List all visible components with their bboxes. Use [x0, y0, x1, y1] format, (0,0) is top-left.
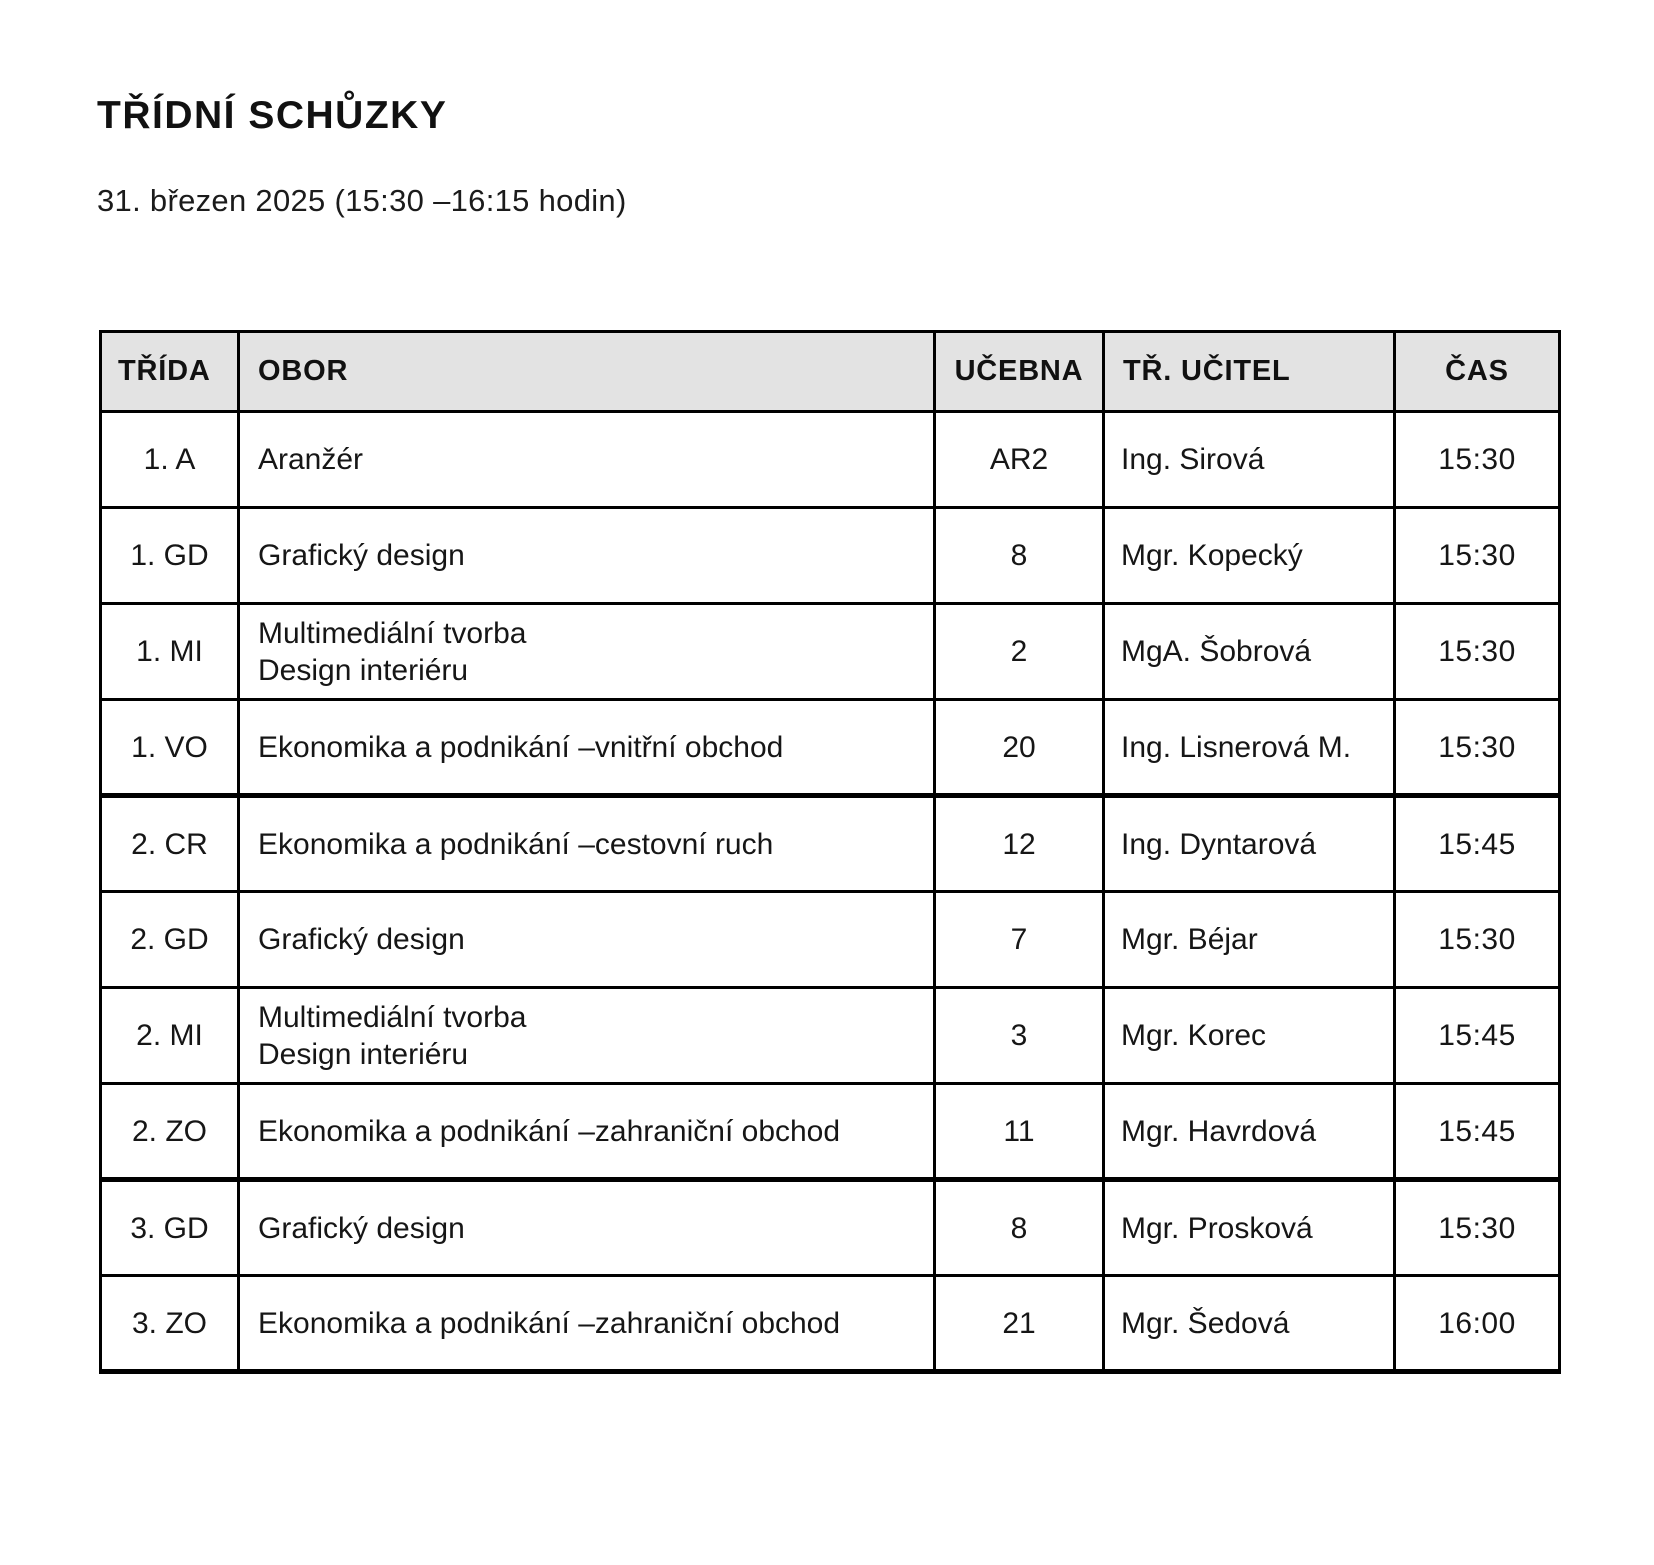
cell-obor: [239, 892, 935, 988]
column-header-obor: OBOR: [239, 332, 935, 412]
cell-ucitel: Mgr. Prosková: [1104, 1180, 1395, 1276]
cell-trida: 1. MI: [101, 604, 239, 700]
table-body: [101, 412, 1560, 1372]
obor-line: Grafický design: [258, 1211, 465, 1245]
cell-obor: [239, 412, 935, 508]
table-row-1-a: [101, 412, 1560, 508]
obor-line: Aranžér: [258, 443, 364, 476]
table-row-3-gd: [101, 1180, 1560, 1276]
cell-trida: 1. A: [101, 412, 239, 508]
cell-obor: [239, 796, 935, 892]
obor-line: Grafický design: [258, 923, 465, 956]
cell-ucitel: Mgr. Havrdová: [1104, 1084, 1395, 1180]
cell-trida: 2. CR: [101, 796, 239, 892]
cell-ucitel: Mgr. Šedová: [1104, 1276, 1395, 1372]
cell-ucitel: Ing. Dyntarová: [1104, 796, 1395, 892]
cell-ucitel: Mgr. Béjar: [1104, 892, 1395, 988]
cell-cas: 15:30: [1395, 892, 1560, 988]
column-header-trida: TŘÍDA: [101, 332, 239, 412]
table-row-1-mi: [101, 604, 1560, 700]
cell-trida: 3. GD: [101, 1180, 239, 1276]
table-row-2-zo: [101, 1084, 1560, 1180]
cell-cas: 15:30: [1395, 508, 1560, 604]
table-row-2-mi: [101, 988, 1560, 1084]
cell-ucebna: 3: [935, 988, 1104, 1084]
obor-line: Ekonomika a podnikání –cestovní ruch: [258, 827, 774, 861]
cell-obor: [239, 1276, 935, 1372]
cell-trida: 2. GD: [101, 892, 239, 988]
table-row-1-gd: [101, 508, 1560, 604]
cell-obor: [239, 604, 935, 700]
cell-ucebna: 21: [935, 1276, 1104, 1372]
cell-obor: [239, 700, 935, 796]
column-header-ucebna: UČEBNA: [935, 332, 1104, 412]
obor-line: Ekonomika a podnikání –zahraniční obchod: [258, 1306, 841, 1340]
cell-cas: 15:30: [1395, 700, 1560, 796]
obor-line: Ekonomika a podnikání –vnitřní obchod: [258, 730, 784, 764]
cell-ucebna: 12: [935, 796, 1104, 892]
cell-trida: 1. VO: [101, 700, 239, 796]
obor-line: Grafický design: [258, 539, 465, 572]
column-header-cas: ČAS: [1395, 332, 1560, 412]
cell-trida: 2. MI: [101, 988, 239, 1084]
cell-ucebna: 11: [935, 1084, 1104, 1180]
cell-trida: 2. ZO: [101, 1084, 239, 1180]
obor-line: Design interiéru: [258, 1037, 469, 1071]
cell-ucitel: MgA. Šobrová: [1104, 604, 1395, 700]
cell-cas: 16:00: [1395, 1276, 1560, 1372]
cell-obor: [239, 1180, 935, 1276]
cell-ucebna: 8: [935, 508, 1104, 604]
cell-ucitel: Mgr. Korec: [1104, 988, 1395, 1084]
obor-line: Multimediální tvorba: [258, 1000, 527, 1034]
page-title: TŘÍDNÍ SCHŮZKY: [97, 94, 448, 137]
cell-cas: 15:45: [1395, 796, 1560, 892]
cell-trida: 3. ZO: [101, 1276, 239, 1372]
cell-ucitel: Mgr. Kopecký: [1104, 508, 1395, 604]
cell-ucitel: Ing. Sirová: [1104, 412, 1395, 508]
cell-trida: 1. GD: [101, 508, 239, 604]
cell-ucebna: 20: [935, 700, 1104, 796]
cell-obor: [239, 508, 935, 604]
cell-obor: [239, 988, 935, 1084]
table-row-3-zo: [101, 1276, 1560, 1372]
table-header-row: [101, 332, 1560, 412]
cell-cas: 15:30: [1395, 604, 1560, 700]
page-subtitle: 31. březen 2025 (15:30 –16:15 hodin): [97, 183, 627, 218]
cell-ucebna: AR2: [935, 412, 1104, 508]
cell-cas: 15:30: [1395, 412, 1560, 508]
table-row-2-gd: [101, 892, 1560, 988]
cell-cas: 15:45: [1395, 988, 1560, 1084]
obor-line: Design interiéru: [258, 653, 469, 687]
cell-ucebna: 8: [935, 1180, 1104, 1276]
column-header-ucitel: TŘ. UČITEL: [1104, 332, 1395, 412]
table-row-1-vo: [101, 700, 1560, 796]
cell-cas: 15:30: [1395, 1180, 1560, 1276]
cell-ucebna: 2: [935, 604, 1104, 700]
obor-line: Ekonomika a podnikání –zahraniční obchod: [258, 1114, 841, 1148]
cell-obor: [239, 1084, 935, 1180]
cell-ucebna: 7: [935, 892, 1104, 988]
cell-cas: 15:45: [1395, 1084, 1560, 1180]
obor-line: Multimediální tvorba: [258, 616, 527, 650]
schedule-table: [99, 330, 1561, 1374]
table-header: [101, 332, 1560, 412]
table-row-2-cr: [101, 796, 1560, 892]
cell-ucitel: Ing. Lisnerová M.: [1104, 700, 1395, 796]
